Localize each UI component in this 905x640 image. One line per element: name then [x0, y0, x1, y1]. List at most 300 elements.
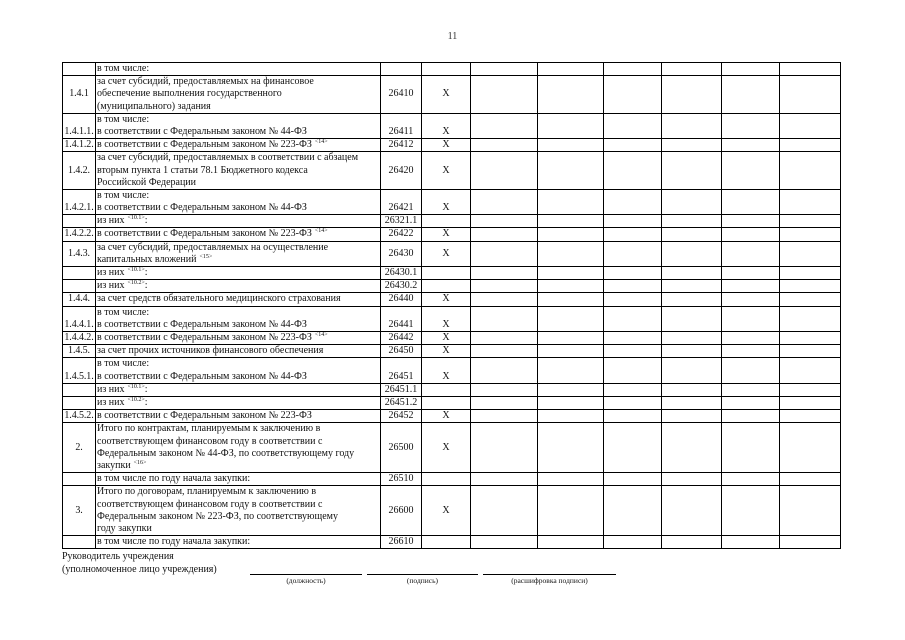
x-mark: [422, 63, 471, 76]
amount-cell: [471, 215, 538, 228]
amount-cell: [604, 332, 662, 345]
description-text: из них: [97, 280, 125, 292]
row-number: [63, 383, 96, 396]
description-text: в соответствии с Федеральным законом № 44-ФЗ: [97, 318, 307, 330]
amount-cell: [471, 113, 538, 138]
amount-cell: [662, 358, 722, 383]
description-suffix: :: [144, 383, 148, 395]
amount-cell: [471, 63, 538, 76]
row-description: [96, 423, 381, 473]
row-number: 1.4.5.2.: [64, 410, 94, 422]
description-text: (муниципального) задания: [97, 100, 211, 112]
footnote-ref: <10.1>: [127, 267, 145, 274]
row-description: [96, 410, 381, 423]
description-line: [97, 139, 380, 151]
description-line: [97, 280, 380, 292]
amount-cell: [538, 410, 604, 423]
row-description: [96, 293, 381, 306]
amount-cell: [662, 189, 722, 214]
description-text: закупки: [97, 459, 131, 471]
amount-cell: [604, 397, 662, 410]
amount-cell: [780, 113, 841, 138]
table-row: [63, 152, 841, 190]
line-code: 26430.2: [381, 280, 422, 293]
amount-cell: [722, 536, 780, 549]
amount-cell: [780, 383, 841, 396]
line-code: 26441: [381, 306, 422, 331]
description-text: обеспечение выполнения государственного: [97, 88, 282, 100]
amount-cell: [662, 383, 722, 396]
line-code: 26442: [381, 332, 422, 345]
row-description: [96, 473, 381, 486]
amount-cell: [538, 473, 604, 486]
row-description: [96, 358, 381, 383]
description-suffix: :: [144, 267, 148, 279]
description-line: [97, 319, 380, 331]
description-line: [97, 332, 380, 344]
description-text: капитальных вложений: [97, 253, 197, 265]
amount-cell: [780, 536, 841, 549]
x-mark: X: [422, 228, 471, 241]
description-line: [97, 76, 380, 88]
table-row: [63, 345, 841, 358]
table-row: [63, 139, 841, 152]
footnote-ref: <14>: [314, 332, 328, 339]
amount-cell: [538, 113, 604, 138]
amount-cell: [471, 486, 538, 536]
row-number: 3.: [63, 486, 96, 536]
page-number: 11: [447, 31, 458, 42]
description-text: в том числе:: [97, 63, 150, 74]
amount-cell: [780, 473, 841, 486]
row-description: [96, 536, 381, 549]
row-number: [63, 267, 96, 280]
amount-cell: [780, 63, 841, 76]
amount-cell: [538, 332, 604, 345]
table-row: [63, 410, 841, 423]
amount-cell: [471, 267, 538, 280]
amount-cell: [662, 113, 722, 138]
amount-cell: [722, 63, 780, 76]
row-number: 2.: [63, 423, 96, 473]
row-number: [63, 215, 96, 228]
description-line: [97, 177, 380, 189]
amount-cell: [780, 241, 841, 266]
amount-cell: [471, 358, 538, 383]
description-line: [97, 88, 380, 100]
amount-cell: [604, 486, 662, 536]
amount-cell: [471, 139, 538, 152]
amount-cell: [780, 76, 841, 114]
line-code: 26412: [381, 139, 422, 152]
amount-cell: [604, 280, 662, 293]
amount-cell: [538, 358, 604, 383]
amount-cell: [662, 536, 722, 549]
x-mark: [422, 383, 471, 396]
description-line: [97, 486, 380, 498]
amount-cell: [722, 358, 780, 383]
x-mark: [422, 536, 471, 549]
x-mark: X: [422, 152, 471, 190]
description-line: [97, 126, 380, 138]
description-line: [97, 114, 380, 126]
amount-cell: [538, 397, 604, 410]
row-number: 1.4.3.: [63, 241, 96, 266]
x-mark: [422, 397, 471, 410]
amount-cell: [722, 410, 780, 423]
x-mark: X: [422, 410, 471, 423]
row-number: [63, 536, 96, 549]
x-mark: X: [422, 241, 471, 266]
amount-cell: [662, 215, 722, 228]
row-description: [96, 241, 381, 266]
table-row: [63, 358, 841, 383]
table-row: [63, 63, 841, 76]
signature-line: [367, 564, 478, 575]
amount-cell: [604, 113, 662, 138]
description-line: [97, 152, 380, 164]
table-row: [63, 423, 841, 473]
row-description: [96, 215, 381, 228]
footnote-ref: <10.2>: [127, 280, 145, 287]
line-code: 26500: [381, 423, 422, 473]
amount-cell: [538, 241, 604, 266]
amount-cell: [538, 536, 604, 549]
description-text: за счет субсидий, предоставляемых в соответствии с абзацем: [97, 152, 359, 164]
description-text: в соответствии с Федеральным законом № 44-ФЗ: [97, 125, 307, 137]
amount-cell: [604, 241, 662, 266]
description-text: соответствующем финансовом году в соответствии с: [97, 498, 323, 510]
amount-cell: [471, 228, 538, 241]
line-code: 26452: [381, 410, 422, 423]
line-code: 26410: [381, 76, 422, 114]
x-mark: X: [422, 423, 471, 473]
line-code: 26430.1: [381, 267, 422, 280]
x-mark: X: [422, 345, 471, 358]
amount-cell: [471, 397, 538, 410]
amount-cell: [538, 152, 604, 190]
description-line: [97, 215, 380, 227]
amount-cell: [722, 228, 780, 241]
amount-cell: [780, 293, 841, 306]
amount-cell: [471, 473, 538, 486]
amount-cell: [604, 63, 662, 76]
description-suffix: :: [144, 397, 148, 409]
name-label: (расшифровка подписи): [511, 576, 588, 586]
amount-cell: [604, 267, 662, 280]
description-line: [97, 371, 380, 383]
amount-cell: [780, 345, 841, 358]
amount-cell: [538, 267, 604, 280]
description-text: в том числе:: [97, 113, 150, 125]
row-number: [63, 473, 96, 486]
footnote-ref: <10.2>: [127, 397, 145, 404]
description-text: Итого по контрактам, планируемым к заключению в: [97, 423, 321, 435]
amount-cell: [722, 113, 780, 138]
row-number: 1.4.2.: [63, 152, 96, 190]
line-code: 26600: [381, 486, 422, 536]
amount-cell: [722, 139, 780, 152]
line-code: 26451: [381, 358, 422, 383]
amount-cell: [662, 345, 722, 358]
table-row: [63, 306, 841, 331]
amount-cell: [604, 293, 662, 306]
amount-cell: [662, 267, 722, 280]
description-line: [97, 423, 380, 435]
amount-cell: [780, 215, 841, 228]
amount-cell: [538, 215, 604, 228]
footnote-ref: <10.1>: [127, 215, 145, 222]
description-line: [97, 190, 380, 202]
amount-cell: [604, 76, 662, 114]
amount-cell: [662, 76, 722, 114]
description-text: из них: [97, 397, 125, 409]
amount-cell: [662, 139, 722, 152]
amount-cell: [604, 215, 662, 228]
description-text: в том числе:: [97, 189, 150, 201]
description-text: в том числе по году начала закупки:: [97, 473, 251, 485]
amount-cell: [722, 189, 780, 214]
description-line: [97, 63, 380, 75]
amount-cell: [722, 293, 780, 306]
description-line: [97, 202, 380, 214]
description-line: [97, 358, 380, 370]
table-row: [63, 113, 841, 138]
signature-label: (подпись): [406, 576, 439, 586]
description-text: Итого по договорам, планируемым к заключению в: [97, 486, 317, 498]
description-text: из них: [97, 215, 125, 227]
description-line: [97, 436, 380, 448]
description-text: в том числе:: [97, 306, 150, 318]
description-text: за счет прочих источников финансового обеспечения: [97, 345, 324, 357]
row-description: [96, 228, 381, 241]
description-text: за счет субсидий, предоставляемых на осуществление: [97, 241, 329, 253]
x-mark: X: [422, 139, 471, 152]
footnote-ref: <15>: [199, 253, 213, 260]
amount-cell: [662, 410, 722, 423]
row-number: 1.4.1: [63, 76, 96, 114]
amount-cell: [538, 383, 604, 396]
table-row: [63, 280, 841, 293]
amount-cell: [604, 383, 662, 396]
amount-cell: [471, 189, 538, 214]
amount-cell: [604, 358, 662, 383]
description-suffix: :: [144, 215, 148, 227]
description-text: Федеральным законом № 44-ФЗ, по соответствующему году: [97, 447, 355, 459]
table-row: [63, 473, 841, 486]
row-number: 1.4.2.1.: [63, 189, 96, 214]
amount-cell: [604, 306, 662, 331]
table-row: [63, 486, 841, 536]
position-label: (должность): [286, 576, 326, 586]
description-line: [97, 460, 380, 472]
amount-cell: [662, 152, 722, 190]
row-number: [63, 63, 96, 76]
amount-cell: [722, 152, 780, 190]
signature-block: [62, 549, 840, 589]
footnote-ref: <14>: [314, 228, 328, 235]
amount-cell: [722, 215, 780, 228]
row-description: [96, 486, 381, 536]
description-text: в соответствии с Федеральным законом № 223-ФЗ: [97, 228, 312, 240]
amount-cell: [722, 241, 780, 266]
description-text: Федеральным законом № 223-ФЗ, по соответствующему: [97, 510, 338, 522]
amount-cell: [471, 345, 538, 358]
amount-cell: [780, 358, 841, 383]
x-mark: X: [422, 332, 471, 345]
table-row: [63, 241, 841, 266]
row-description: [96, 113, 381, 138]
description-line: [97, 242, 380, 254]
amount-cell: [780, 397, 841, 410]
table-row: [63, 332, 841, 345]
table-row: [63, 215, 841, 228]
line-code: 26421: [381, 189, 422, 214]
row-description: [96, 280, 381, 293]
amount-cell: [780, 423, 841, 473]
footnote-ref: <14>: [314, 139, 328, 146]
description-text: за счет средств обязательного медицинского страхования: [97, 293, 341, 305]
signatory-title: Руководитель учреждения: [62, 551, 174, 563]
x-mark: X: [422, 358, 471, 383]
amount-cell: [662, 293, 722, 306]
table-row: [63, 228, 841, 241]
footnote-ref: <16>: [133, 459, 147, 466]
x-mark: X: [422, 306, 471, 331]
description-text: из них: [97, 383, 125, 395]
row-description: [96, 332, 381, 345]
line-code: 26450: [381, 345, 422, 358]
amount-cell: [471, 152, 538, 190]
line-code: 26451.2: [381, 397, 422, 410]
amount-cell: [538, 280, 604, 293]
table-row: [63, 267, 841, 280]
amount-cell: [604, 536, 662, 549]
amount-cell: [538, 76, 604, 114]
amount-cell: [662, 228, 722, 241]
amount-cell: [722, 397, 780, 410]
description-text: в соответствии с Федеральным законом № 44-ФЗ: [97, 370, 307, 382]
amount-cell: [662, 280, 722, 293]
amount-cell: [471, 423, 538, 473]
description-line: [97, 293, 380, 305]
table-row: [63, 293, 841, 306]
signatory-subtitle: (уполномоченное лицо учреждения): [62, 564, 217, 576]
amount-cell: [722, 280, 780, 293]
amount-cell: [780, 152, 841, 190]
row-number: 1.4.1.2.: [64, 139, 94, 151]
amount-cell: [538, 345, 604, 358]
table-row: [63, 189, 841, 214]
amount-cell: [604, 189, 662, 214]
row-number: 1.4.4.: [63, 293, 96, 306]
description-line: [97, 473, 380, 485]
row-description: [96, 63, 381, 76]
row-description: [96, 345, 381, 358]
amount-cell: [780, 267, 841, 280]
row-description: [96, 267, 381, 280]
description-line: [97, 307, 380, 319]
description-text: соответствующем финансовом году в соответствии с: [97, 435, 323, 447]
row-description: [96, 189, 381, 214]
description-text: в соответствии с Федеральным законом № 223-ФЗ: [97, 139, 312, 151]
amount-cell: [722, 267, 780, 280]
amount-cell: [604, 228, 662, 241]
line-code: 26610: [381, 536, 422, 549]
description-text: из них: [97, 267, 125, 279]
amount-cell: [604, 423, 662, 473]
description-line: [97, 267, 380, 279]
description-line: [97, 165, 380, 177]
description-text: в том числе по году начала закупки:: [97, 536, 251, 548]
amount-cell: [722, 473, 780, 486]
amount-cell: [722, 486, 780, 536]
amount-cell: [662, 486, 722, 536]
table-row: [63, 397, 841, 410]
description-text: в соответствии с Федеральным законом № 44-ФЗ: [97, 202, 307, 214]
amount-cell: [722, 383, 780, 396]
row-description: [96, 383, 381, 396]
amount-cell: [662, 397, 722, 410]
amount-cell: [471, 241, 538, 266]
description-line: [97, 448, 380, 460]
description-line: [97, 384, 380, 396]
row-number: 1.4.5.1.: [63, 358, 96, 383]
row-description: [96, 306, 381, 331]
document-sheet: [62, 62, 840, 589]
description-text: за счет субсидий, предоставляемых на финансовое: [97, 76, 314, 88]
description-line: [97, 345, 380, 357]
description-text: в соответствии с Федеральным законом № 223-ФЗ: [97, 332, 312, 344]
amount-cell: [780, 486, 841, 536]
description-line: [97, 101, 380, 113]
amount-cell: [780, 228, 841, 241]
row-number: 1.4.4.1.: [63, 306, 96, 331]
description-line: [97, 254, 380, 266]
line-code: 26451.1: [381, 383, 422, 396]
line-code: 26420: [381, 152, 422, 190]
amount-cell: [538, 189, 604, 214]
row-number: 1.4.4.2.: [64, 332, 94, 344]
x-mark: [422, 280, 471, 293]
position-line: [250, 564, 362, 575]
table-row: [63, 536, 841, 549]
description-text: вторым пункта 1 статьи 78.1 Бюджетного кодекса: [97, 164, 308, 176]
line-code: 26321.1: [381, 215, 422, 228]
description-line: [97, 511, 380, 523]
x-mark: X: [422, 76, 471, 114]
description-text: Российской Федерации: [97, 176, 197, 188]
amount-cell: [538, 293, 604, 306]
amount-cell: [471, 383, 538, 396]
description-suffix: :: [144, 280, 148, 292]
amount-cell: [471, 332, 538, 345]
row-description: [96, 152, 381, 190]
description-line: [97, 499, 380, 511]
amount-cell: [722, 332, 780, 345]
amount-cell: [662, 473, 722, 486]
amount-cell: [538, 423, 604, 473]
description-line: [97, 228, 380, 240]
amount-cell: [604, 139, 662, 152]
x-mark: [422, 473, 471, 486]
amount-cell: [538, 486, 604, 536]
row-number: 1.4.2.2.: [64, 228, 94, 240]
description-line: [97, 523, 380, 535]
amount-cell: [722, 345, 780, 358]
amount-cell: [604, 152, 662, 190]
amount-cell: [471, 536, 538, 549]
